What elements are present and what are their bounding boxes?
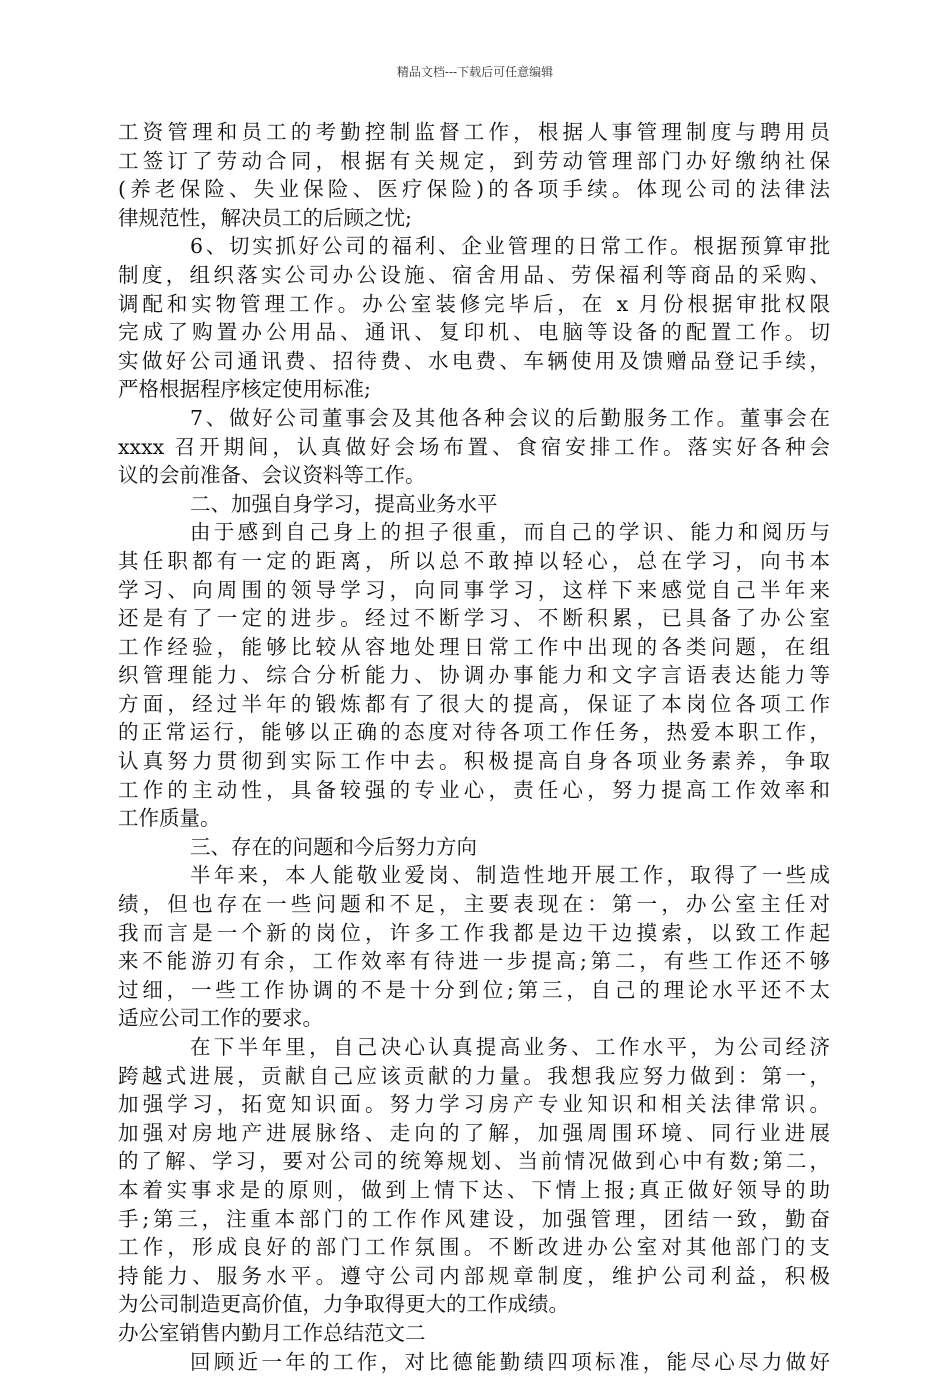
paragraph-line: 工作经验，能够比较从容地处理日常工作中出现的各类问题，在组 <box>118 634 830 659</box>
paragraph-line: 在下半年里，自己决心认真提高业务、工作水平，为公司经济 <box>190 1035 830 1059</box>
paragraph-line: 过细，一些工作协调的不是十分到位;第三，自己的理论水平还不太 <box>118 977 830 1002</box>
paragraph-line: 本着实事求是的原则，做到上情下达、下情上报;真正做好领导的助 <box>118 1177 830 1202</box>
paragraph-line: 工作质量。 <box>118 806 221 831</box>
paragraph-line: xxxx 召开期间，认真做好会场布置、食宿安排工作。落实好各种会 <box>118 434 830 459</box>
paragraph-line: 我而言是一个新的岗位，许多工作我都是边干边摸索，以致工作起 <box>118 920 830 945</box>
page-header: 精品文档---下载后可任意编辑 <box>396 65 554 79</box>
paragraph-line: 的了解、学习，要对公司的统筹规划、当前情况做到心中有数;第二， <box>118 1149 830 1174</box>
paragraph-line: 学习、向周围的领导学习，向同事学习，这样下来感觉自己半年来 <box>118 577 830 602</box>
paragraph-line: 回顾近一年的工作，对比德能勤绩四项标准，能尽心尽力做好 <box>190 1349 830 1374</box>
paragraph-line: 实做好公司通讯费、招待费、水电费、车辆使用及馈赠品登记手续， <box>118 348 830 373</box>
paragraph-line: 工签订了劳动合同，根据有关规定，到劳动管理部门办好缴纳社保 <box>118 148 830 173</box>
paragraph-line: 跨越式进展，贡献自己应该贡献的力量。我想我应努力做到：第一， <box>118 1063 830 1088</box>
paragraph-line: 调配和实物管理工作。办公室装修完毕后，在 x 月份根据审批权限 <box>118 291 830 316</box>
paragraph-line: 手;第三，注重本部门的工作作风建设，加强管理，团结一致，勤奋 <box>118 1206 830 1231</box>
paragraph-line: 7、做好公司董事会及其他各种会议的后勤服务工作。董事会在 <box>190 405 830 430</box>
paragraph-line: 适应公司工作的要求。 <box>118 1006 323 1031</box>
paragraph-line: 半年来，本人能敬业爱岗、制造性地开展工作，取得了一些成 <box>190 863 830 888</box>
paragraph-line: 工作的主动性，具备较强的专业心，责任心，努力提高工作效率和 <box>118 777 830 802</box>
paragraph-line: 方面，经过半年的锻炼都有了很大的提高，保证了本岗位各项工作 <box>118 691 830 716</box>
paragraph-line: 来不能游刃有余，工作效率有待进一步提高;第二，有些工作还不够 <box>118 949 830 974</box>
paragraph-line: 议的会前准备、会议资料等工作。 <box>118 463 426 488</box>
paragraph-line: 织管理能力、综合分析能力、协调办事能力和文字言语表达能力等 <box>118 663 830 688</box>
paragraph-line: 工资管理和员工的考勤控制监督工作，根据人事管理制度与聘用员 <box>118 120 830 144</box>
paragraph-line: 加强学习，拓宽知识面。努力学习房产专业知识和相关法律常识。 <box>118 1092 830 1117</box>
paragraph-line: 6、切实抓好公司的福利、企业管理的日常工作。根据预算审批 <box>190 234 830 259</box>
paragraph-line: 律规范性，解决员工的后顾之忧; <box>118 205 412 230</box>
paragraph-line: 加强对房地产进展脉络、走向的了解，加强周围环境、同行业进展 <box>118 1120 830 1145</box>
document-body <box>118 118 830 1376</box>
section-heading: 三、存在的问题和今后努力方向 <box>190 834 477 859</box>
paragraph-line: 制度，组织落实公司办公设施、宿舍用品、劳保福利等商品的采购、 <box>118 262 830 287</box>
paragraph-line: 为公司制造更高价值，力争取得更大的工作成绩。 <box>118 1292 569 1317</box>
paragraph-line: 持能力、服务水平。遵守公司内部规章制度，维护公司利益，积极 <box>118 1263 830 1288</box>
paragraph-line: 还是有了一定的进步。经过不断学习、不断积累，已具备了办公室 <box>118 606 830 631</box>
paragraph-line: 认真努力贯彻到实际工作中去。积极提高自身各项业务素养，争取 <box>118 749 830 774</box>
paragraph-line: 绩，但也存在一些问题和不足，主要表现在：第一，办公室主任对 <box>118 892 830 917</box>
document-title: 办公室销售内勤月工作总结范文二 <box>118 1320 426 1345</box>
paragraph-line: 其任职都有一定的距离，所以总不敢掉以轻心，总在学习，向书本 <box>118 548 830 573</box>
paragraph-line: 由于感到自己身上的担子很重，而自己的学识、能力和阅历与 <box>190 520 830 545</box>
paragraph-line: 完成了购置办公用品、通讯、复印机、电脑等设备的配置工作。切 <box>118 320 830 345</box>
paragraph-line: 工作，形成良好的部门工作氛围。不断改进办公室对其他部门的支 <box>118 1235 830 1260</box>
paragraph-line: (养老保险、失业保险、医疗保险)的各项手续。体现公司的法律法 <box>118 177 830 202</box>
paragraph-line: 严格根据程序核定使用标准; <box>118 377 371 402</box>
section-heading: 二、加强自身学习，提高业务水平 <box>190 491 498 516</box>
paragraph-line: 的正常运行，能够以正确的态度对待各项工作任务，热爱本职工作， <box>118 720 830 745</box>
